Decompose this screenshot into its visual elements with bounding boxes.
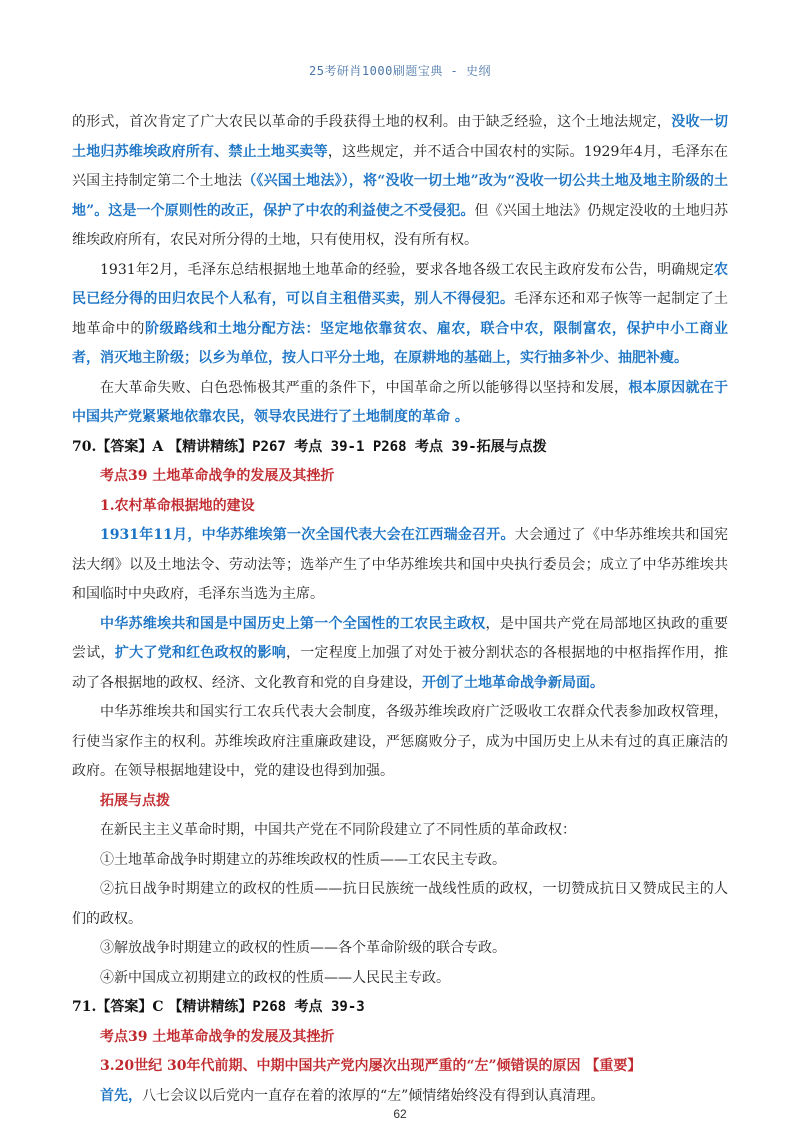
text: ，是中国共产党在局部地区执政的重要尝试， bbox=[72, 615, 729, 661]
answer-label: 【答案】A bbox=[96, 438, 164, 455]
list-item: ④新中国成立初期建立的政权的性质——人民民主专政。 bbox=[100, 969, 450, 986]
highlight-text: 农民已经分得的田归农民个人私有，可以自主租借买卖，别人不得侵犯。 bbox=[72, 261, 728, 307]
page-header: 25考研肖1000刷题宝典 - 史纲 bbox=[308, 64, 492, 78]
reference-text: P267 考点 39-1 P268 考点 39-拓展与点拨 bbox=[252, 438, 547, 455]
subheading-70: 1.农村革命根据地的建设 bbox=[100, 497, 255, 514]
highlight-text: 阶级路线和土地分配方法：坚定地依靠贫农、雇农，联合中农，限制富农，保护中小工商业者，消灭地主阶级；以乡为单位，按人口平分土地，在原耕地的基础上，实行抽多补少、抽肥补瘦。 bbox=[72, 320, 729, 366]
text: 八七会议以后党内一直存在着的浓厚的“左”倾情绪始终没有得到认真清理。 bbox=[142, 1087, 605, 1104]
text: 的形式，首次肯定了广大农民以革命的手段获得土地的权利。由于缺乏经验，这个土地法规定， bbox=[72, 114, 672, 130]
highlight-text: 扩大了党和红色政权的影响 bbox=[114, 645, 287, 661]
list-item: ③解放战争时期建立的政权的性质——各个革命阶级的联合专政。 bbox=[100, 940, 506, 956]
text: 1931年2月，毛泽东总结根据地土地革命的经验，要求各地各级工农民主政府发布公告，明确规定 bbox=[100, 261, 714, 278]
question-number: 70. bbox=[72, 438, 97, 455]
paragraph-root-cause bbox=[72, 374, 728, 433]
text: ，一定程度上加强了对处于被分割状态的各根据地的中枢指挥作用，推动了各根据地的政权、经济、文化教育和党的自身建设， bbox=[72, 645, 729, 691]
highlight-text: 中华苏维埃共和国是中国历史上第一个全国性的工农民主政权 bbox=[100, 615, 486, 632]
paragraph-1931-land bbox=[72, 256, 728, 374]
reference-text: P268 考点 39-3 bbox=[252, 999, 365, 1015]
text: 但《兴国土地法》仍规定没收的土地归苏维埃政府所有，农民对所分得的土地，只有使用权，没有所有权。 bbox=[72, 202, 729, 248]
highlight-text: 1931年11月，中华苏维埃第一次全国代表大会在江西瑞金召开。 bbox=[100, 527, 515, 543]
answer-line-70 bbox=[72, 433, 728, 463]
subheading-71: 3.20世纪 30年代前期、中期中国共产党内屡次出现严重的“左”倾错误的原因 【重要】 bbox=[100, 1058, 642, 1074]
page-number: 62 bbox=[393, 1107, 407, 1121]
answer-line-71 bbox=[72, 993, 728, 1023]
paragraph-soviet-republic bbox=[72, 610, 728, 699]
text: ，这些规定，并不适合中国农村的实际。1929年4月，毛泽东在兴国主持制定第二个土地法 bbox=[72, 143, 728, 189]
highlight-text: 根本原因就在于中国共产党紧紧地依靠农民，领导农民进行了土地制度的革命 。 bbox=[72, 379, 729, 425]
list-item: ②抗日战争时期建立的政权的性质——抗日民族统一战线性质的政权，一切赞成抗日又赞成民主的人们的政权。 bbox=[72, 881, 728, 927]
list-item: ①土地革命战争时期建立的苏维埃政权的性质——工农民主专政。 bbox=[100, 851, 506, 868]
reference-label: 【精讲精练】 bbox=[168, 999, 253, 1015]
paragraph-congress-system: 中华苏维埃共和国实行工农兵代表大会制度，各级苏维埃政府广泛吸收工农群众代表参加政权管理，行使当家作主的权利。苏维埃政府注重廉政建设，严惩腐败分子，成为中国历史上从未有过的真正廉洁的政府。在领导根据地建设中，党的建设也得到加强。 bbox=[72, 704, 728, 779]
answer-label: 【答案】C bbox=[96, 999, 164, 1015]
reference-label: 【精讲精练】 bbox=[168, 438, 253, 455]
extension-intro: 在新民主主义革命时期，中国共产党在不同阶段建立了不同性质的革命政权： bbox=[100, 822, 576, 838]
paragraph-soviet-congress bbox=[72, 521, 728, 610]
highlight-text: 没收一切土地归苏维埃政府所有、禁止土地买卖等 bbox=[72, 114, 729, 160]
text: 在大革命失败、白色恐怖极其严重的条件下，中国革命之所以能够得以坚持和发展， bbox=[100, 379, 629, 396]
question-number: 71. bbox=[72, 999, 97, 1015]
topic-heading-70: 考点39 土地革命战争的发展及其挫折 bbox=[100, 468, 335, 484]
highlight-text: 开创了土地革命战争新局面。 bbox=[422, 674, 604, 691]
extension-heading: 拓展与点拨 bbox=[100, 792, 170, 809]
text: 大会通过了《中华苏维埃共和国宪法大纲》以及土地法令、劳动法等；选举产生了中华苏维埃共和国中央执行委员会；成立了中华苏维埃共和国临时中央政府，毛泽东当选为主席。 bbox=[72, 527, 728, 602]
page-content bbox=[72, 108, 728, 1111]
topic-heading-71: 考点39 土地革命战争的发展及其挫折 bbox=[100, 1028, 335, 1045]
highlight-text: （《兴国土地法》），将“没收一切土地”改为“没收一切公共土地及地主阶级的土地”。这是一个原则性的改正，保护了中农的利益使之不受侵犯。 bbox=[72, 173, 729, 219]
highlight-text: 首先， bbox=[100, 1087, 142, 1104]
paragraph-land-law bbox=[72, 108, 728, 256]
text: 毛泽东还和邓子恢等一起制定了土地革命中的 bbox=[72, 291, 728, 337]
